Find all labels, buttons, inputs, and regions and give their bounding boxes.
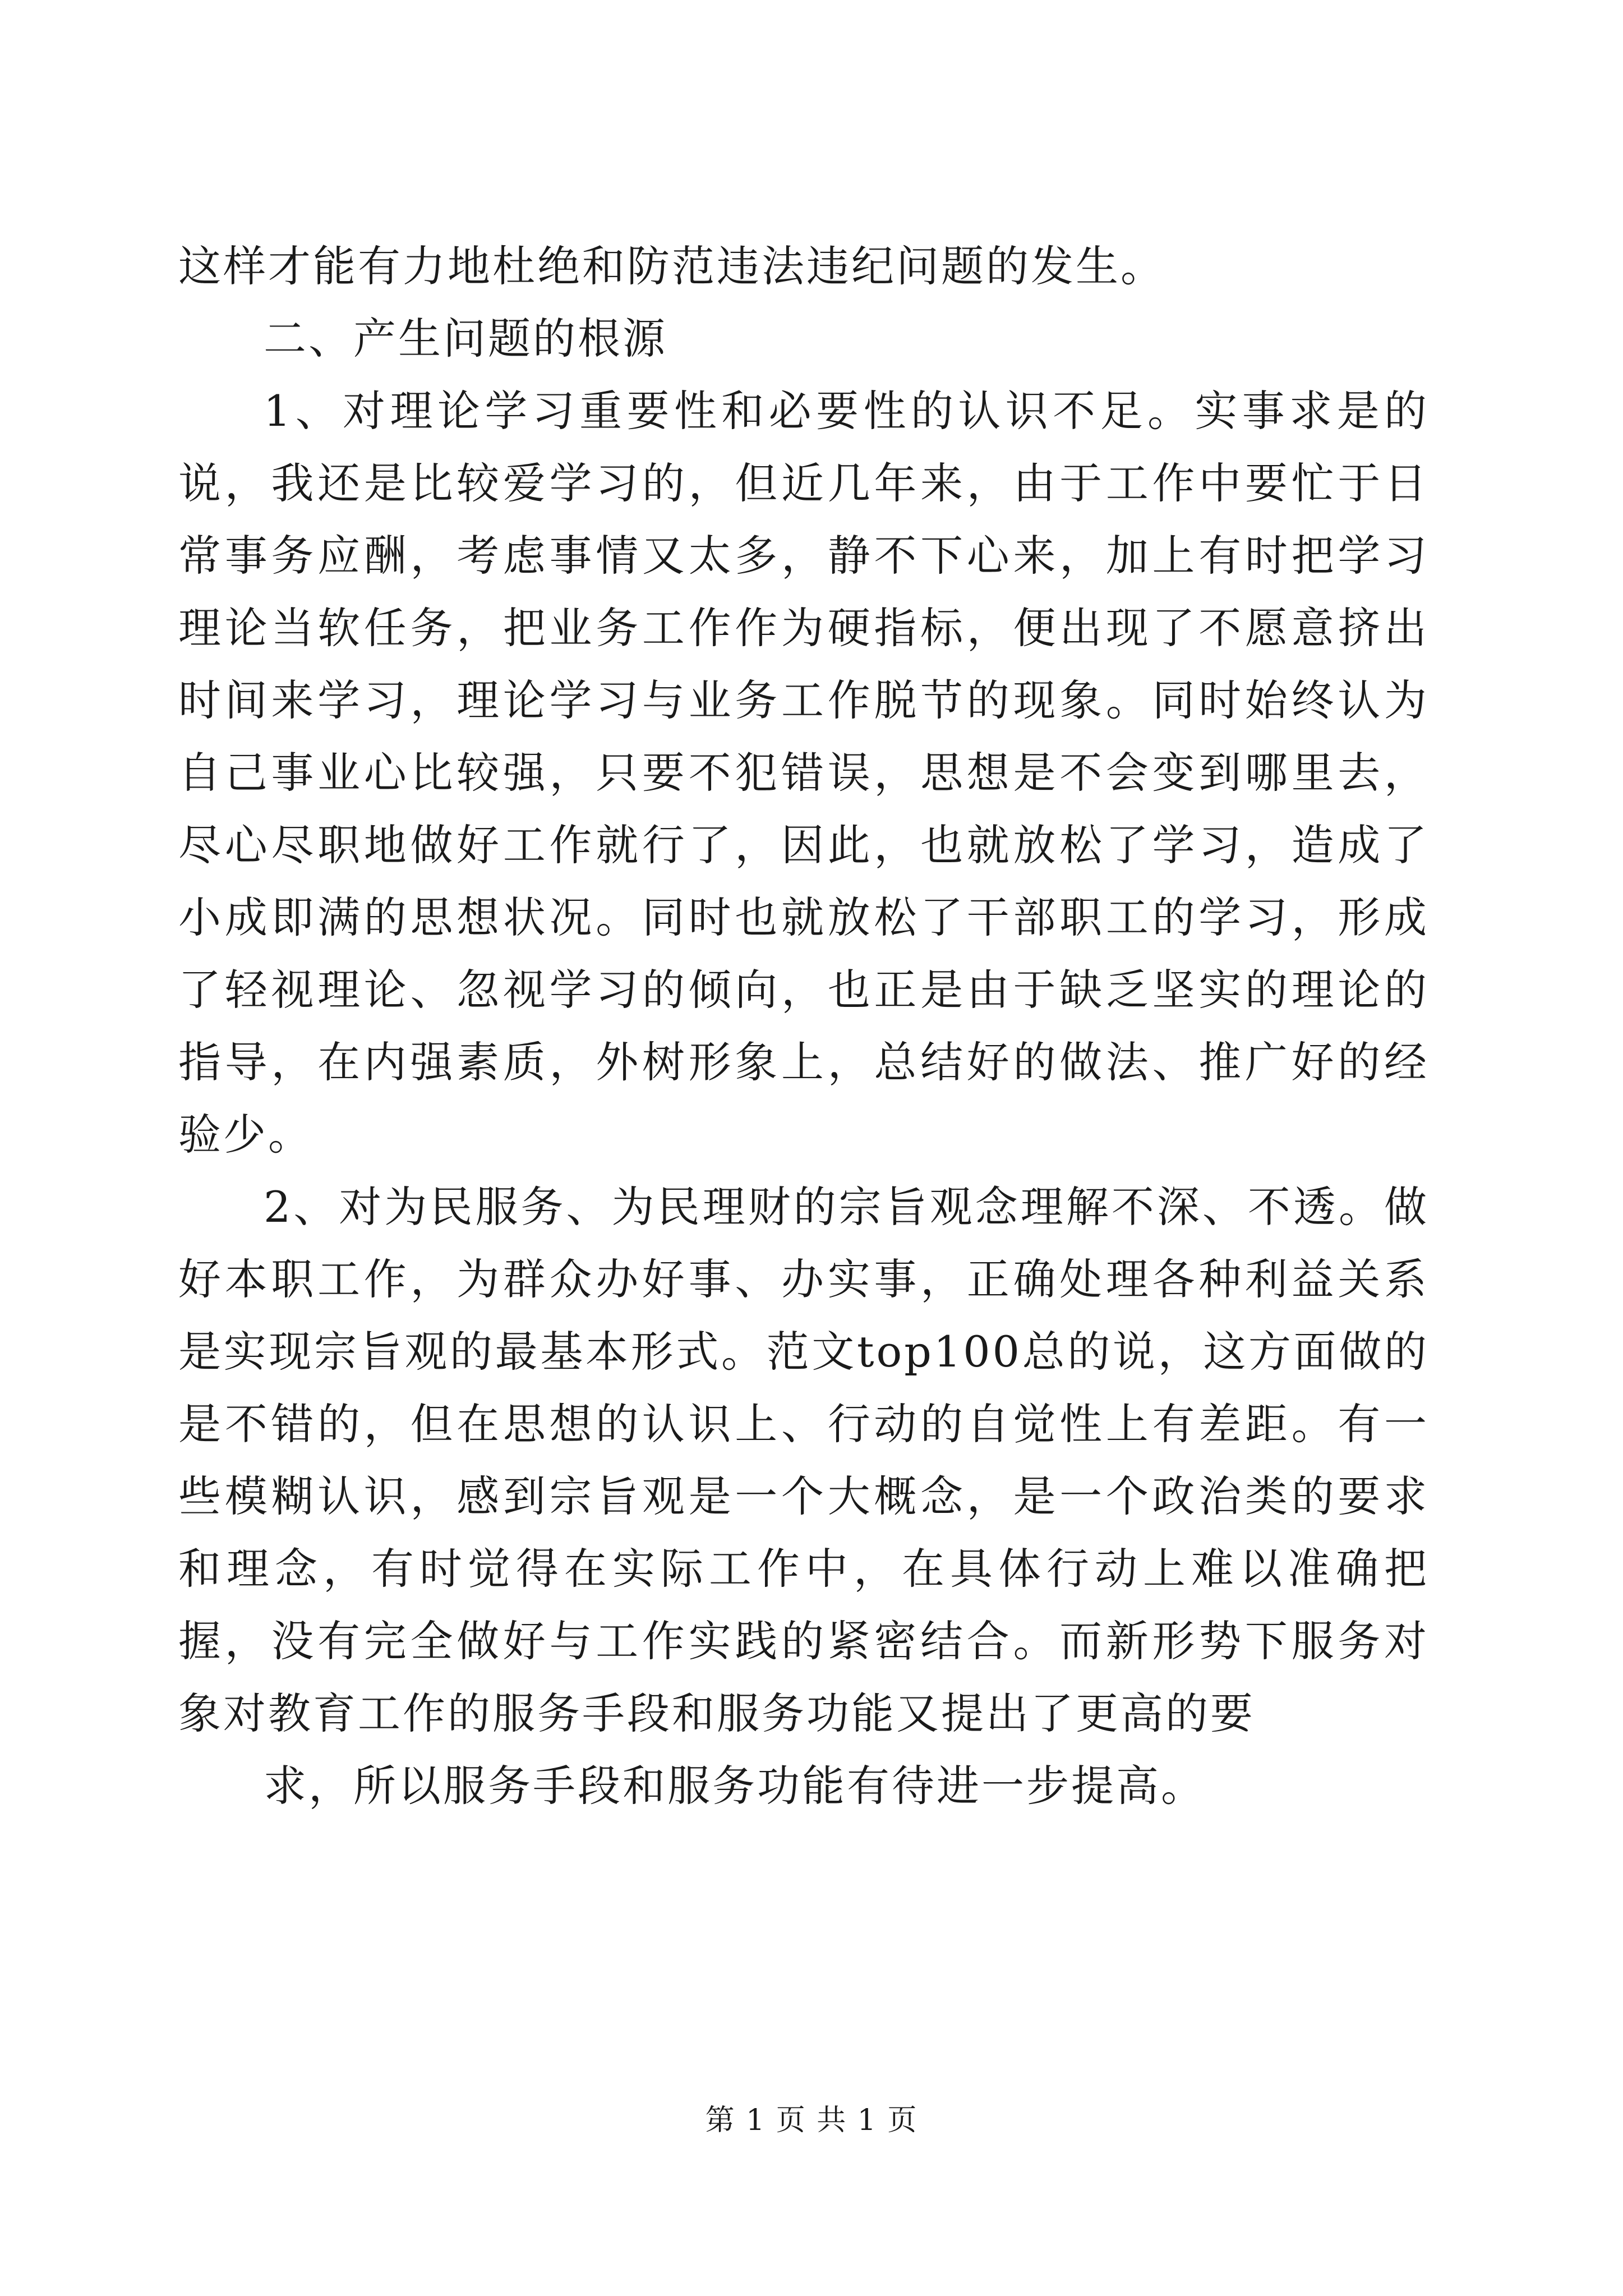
paragraph-closing: 求，所以服务手段和服务功能有待进一步提高。 <box>264 1761 1206 1811</box>
paragraph-point-2: 2、对为民服务、为民理财的宗旨观念理解不深、不透。做好本职工作，为群众办好事、办实事，正确处理各种利益关系是实现宗旨观的最基本形式。范文top100总的说，这方面做的是不错的，但在思想的认识上、行动的自觉性上有差距。有一些模糊认识，感到宗旨观是一个大概念，是一个政治类的要求和理念，有时觉得在实际工作中，在具体行动上难以准确把握，没有完全做好与工作实践的紧密结合。而新形势下服务对象对教育工作的服务手段和服务功能又提出了更高的要 <box>178 1182 1429 1738</box>
page-footer: 第 1 页 共 1 页 <box>705 2104 918 2137</box>
section-heading: 二、产生问题的根源 <box>264 314 667 364</box>
paragraph-point-1: 1、对理论学习重要性和必要性的认识不足。实事求是的说，我还是比较爱学习的，但近几年来，由于工作中要忙于日常事务应酬，考虑事情又太多，静不下心来，加上有时把学习理论当软任务，把业务工作作为硬指标，便出现了不愿意挤出时间来学习，理论学习与业务工作脱节的现象。同时始终认为自己事业心比较强，只要不犯错误，思想是不会变到哪里去，尽心尽职地做好工作就行了，因此，也就放松了学习，造成了小成即满的思想状况。同时也就放松了干部职工的学习，形成了轻视理论、忽视学习的倾向，也正是由于缺乏坚实的理论的指导，在内强素质，外树形象上，总结好的做法、推广好的经验少。 <box>178 386 1429 1159</box>
document-body <box>178 230 1429 1822</box>
paragraph-continuation: 这样才能有力地杜绝和防范违法违纪问题的发生。 <box>178 241 1165 291</box>
